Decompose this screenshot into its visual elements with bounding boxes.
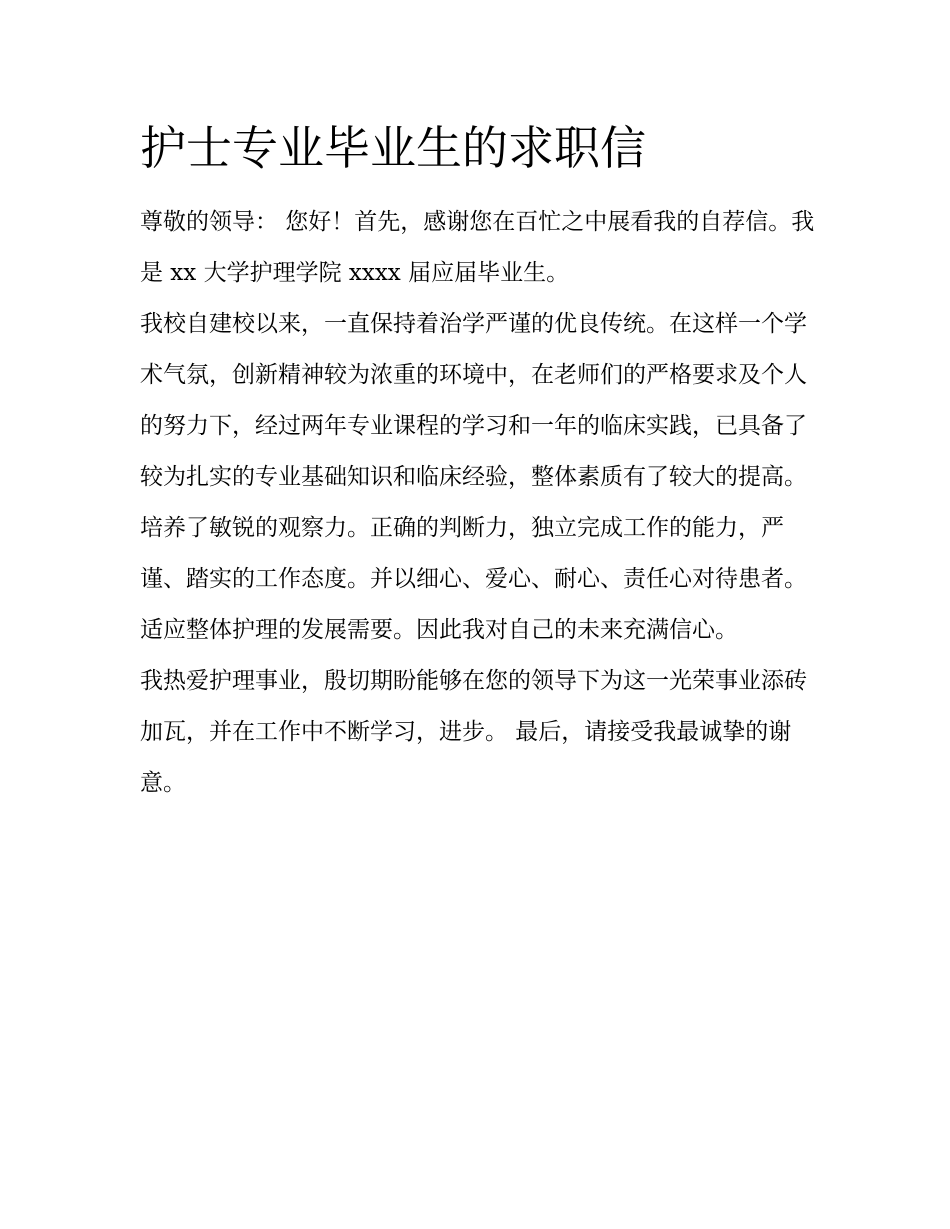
letter-body: [140, 197, 820, 809]
paragraph-school: 我校自建校以来，一直保持着治学严谨的优良传统。在这样一个学术气氛，创新精神较为浓重的环境中，在老师们的严格要求及个人的努力下，经过两年专业课程的学习和一年的临床实践，已具备了较为扎实的专业基础知识和临床经验，整体素质有了较大的提高。培养了敏锐的观察力。正确的判断力，独立完成工作的能力，严谨、踏实的工作态度。并以细心、爱心、耐心、责任心对待患者。适应整体护理的发展需要。因此我对自己的未来充满信心。: [140, 311, 807, 643]
paragraph-closing: 我热爱护理事业，殷切期盼能够在您的领导下为这一光荣事业添砖加瓦，并在工作中不断学习，进步。 最后，请接受我最诚挚的谢意。: [140, 668, 807, 796]
paragraph-greeting: 尊敬的领导： 您好！首先，感谢您在百忙之中展看我的自荐信。我是 xx 大学护理学院 xxxx 届应届毕业生。: [140, 209, 815, 286]
document-title: 护士专业毕业生的求职信: [140, 121, 646, 175]
